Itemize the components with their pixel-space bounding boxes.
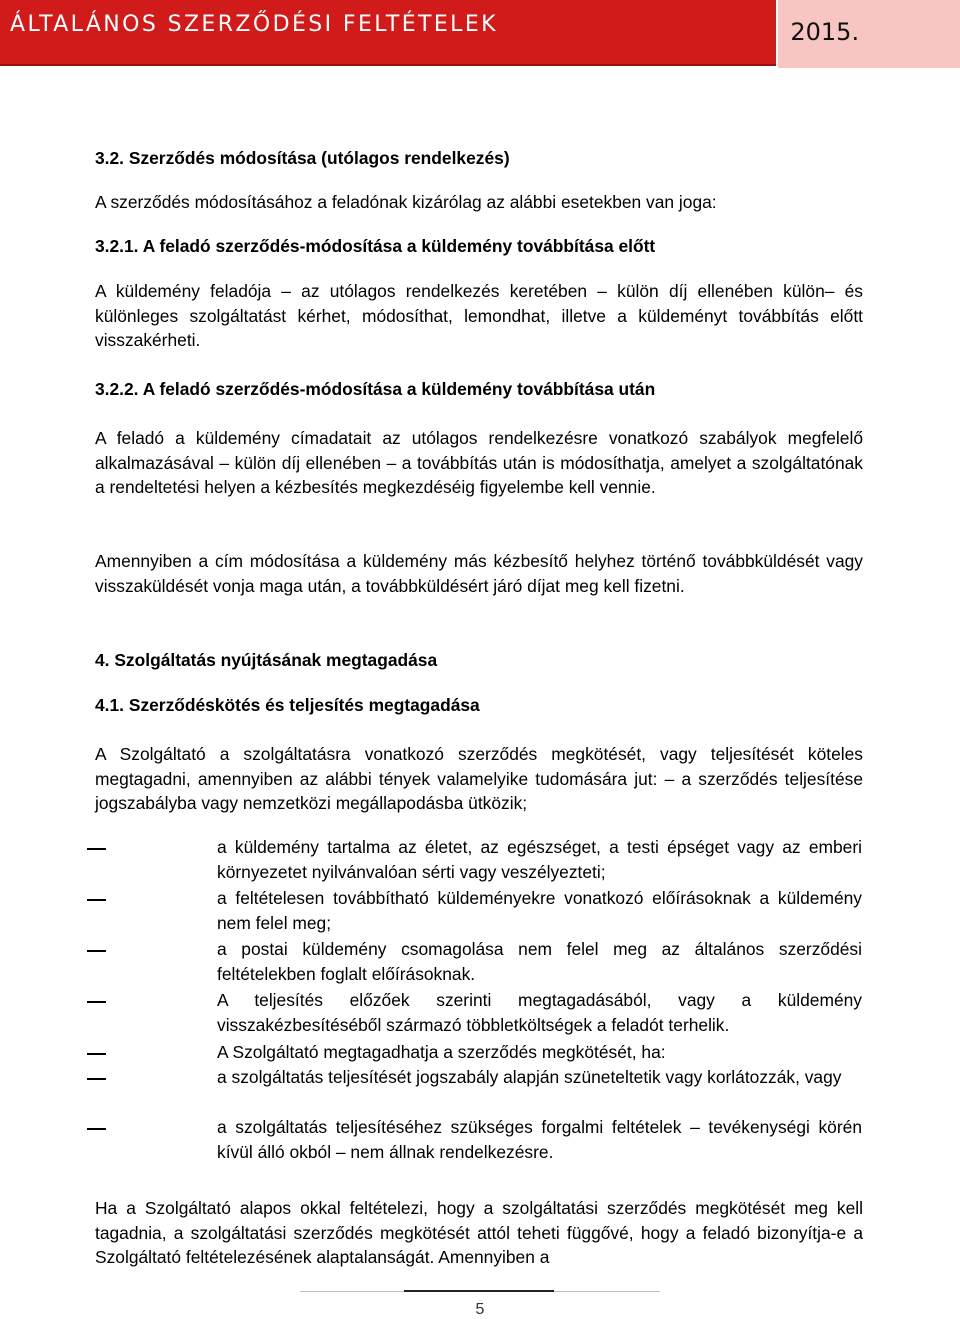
list-dash-5 xyxy=(87,1053,106,1055)
footer-divider-accent xyxy=(404,1290,554,1292)
list-item: a postai küldemény csomagolása nem felel meg az általános szerződési feltételekben foglalt előírásoknak. xyxy=(217,939,862,984)
header-year-box xyxy=(776,0,960,68)
list-item: A Szolgáltató megtagadhatja a szerződés megkötését, ha: xyxy=(217,1042,666,1062)
section-3-2-heading: 3.2. Szerződés módosítása (utólagos rendelkezés) xyxy=(95,148,510,168)
page-number: 5 xyxy=(475,1301,485,1318)
section-3-2-1-text: A küldemény feladója – az utólagos rendelkezés keretében – külön díj ellenében külön– és különleges szolgáltatást kérhet, módosíthat, lemondhat, illetve a küldeményt továbbítás előtt visszakérheti. xyxy=(95,281,863,351)
list-item: a szolgáltatás teljesítését jogszabály alapján szüneteltetik vagy korlátozzák, vagy xyxy=(217,1067,842,1087)
list-item: a feltételesen továbbítható küldeményekre vonatkozó előírásoknak a küldemény nem felel meg; xyxy=(217,888,862,933)
list-item: A teljesítés előzőek szerinti megtagadásából, vagy a küldemény visszakézbesítéséből származó többletköltségek a feladót terhelik. xyxy=(217,990,862,1035)
section-3-2-2-paragraph-2: Amennyiben a cím módosítása a küldemény más kézbesítő helyhez történő továbbküldését vagy visszaküldését vonja maga után, a továbbküldésért járó díjat meg kell fizetni. xyxy=(95,551,863,596)
section-3-2-2-paragraph-1: A feladó a küldemény címadatait az utólagos rendelkezésre vonatkozó szabályok megfelelő alkalmazásával – külön díj ellenében – a továbbítás után is módosíthatja, amelyet a szolgáltatónak a rendeltetési helyen a kézbesítés megkezdéséig figyelembe kell vennie. xyxy=(95,428,863,498)
list-item: a küldemény tartalma az életet, az egészséget, a testi épséget vagy az emberi környezetet nyilvánvalóan sérti vagy veszélyezteti; xyxy=(217,837,862,882)
page-header xyxy=(0,0,960,70)
section-3-2-1-heading: 3.2.1. A feladó szerződés-módosítása a küldemény továbbítása előtt xyxy=(95,236,656,256)
list-dash-1 xyxy=(87,848,106,850)
list-dash-7 xyxy=(87,1128,106,1130)
header-title-bar xyxy=(0,0,776,66)
list-dash-4 xyxy=(87,1001,106,1003)
section-4-1-text: A Szolgáltató a szolgáltatásra vonatkozó szerződés megkötését, vagy teljesítését köteles megtagadni, amennyiben az alábbi tények valamelyike tudomására jut: – a szerződés teljesítése jogszabályba vagy nemzetközi megállapodásba ütközik; xyxy=(95,744,863,814)
header-year: 2015. xyxy=(790,18,860,46)
section-4-heading: 4. Szolgáltatás nyújtásának megtagadása xyxy=(95,650,438,670)
list-dash-2 xyxy=(87,899,106,901)
section-4-1-heading: 4.1. Szerződéskötés és teljesítés megtagadása xyxy=(95,695,480,715)
list-dash-3 xyxy=(87,950,106,952)
final-paragraph: Ha a Szolgáltató alapos okkal feltételezi, hogy a szolgáltatási szerződés megkötését meg kell tagadnia, a szolgáltatási szerződés megkötését attól teheti függővé, hogy a feladó bizonyítja-e a Szolgáltató feltételezésének alaptalanságát. Amennyiben a xyxy=(95,1198,863,1268)
header-title: ÁLTALÁNOS SZERZŐDÉSI FELTÉTELEK xyxy=(10,12,498,37)
list-item: a szolgáltatás teljesítéséhez szükséges forgalmi feltételek – tevékenységi körén kívül álló okból – nem állnak rendelkezésre. xyxy=(217,1117,862,1162)
section-3-2-intro: A szerződés módosításához a feladónak kizárólag az alábbi esetekben van joga: xyxy=(95,192,717,212)
list-dash-6 xyxy=(87,1078,106,1080)
section-3-2-2-heading: 3.2.2. A feladó szerződés-módosítása a küldemény továbbítása után xyxy=(95,379,656,399)
